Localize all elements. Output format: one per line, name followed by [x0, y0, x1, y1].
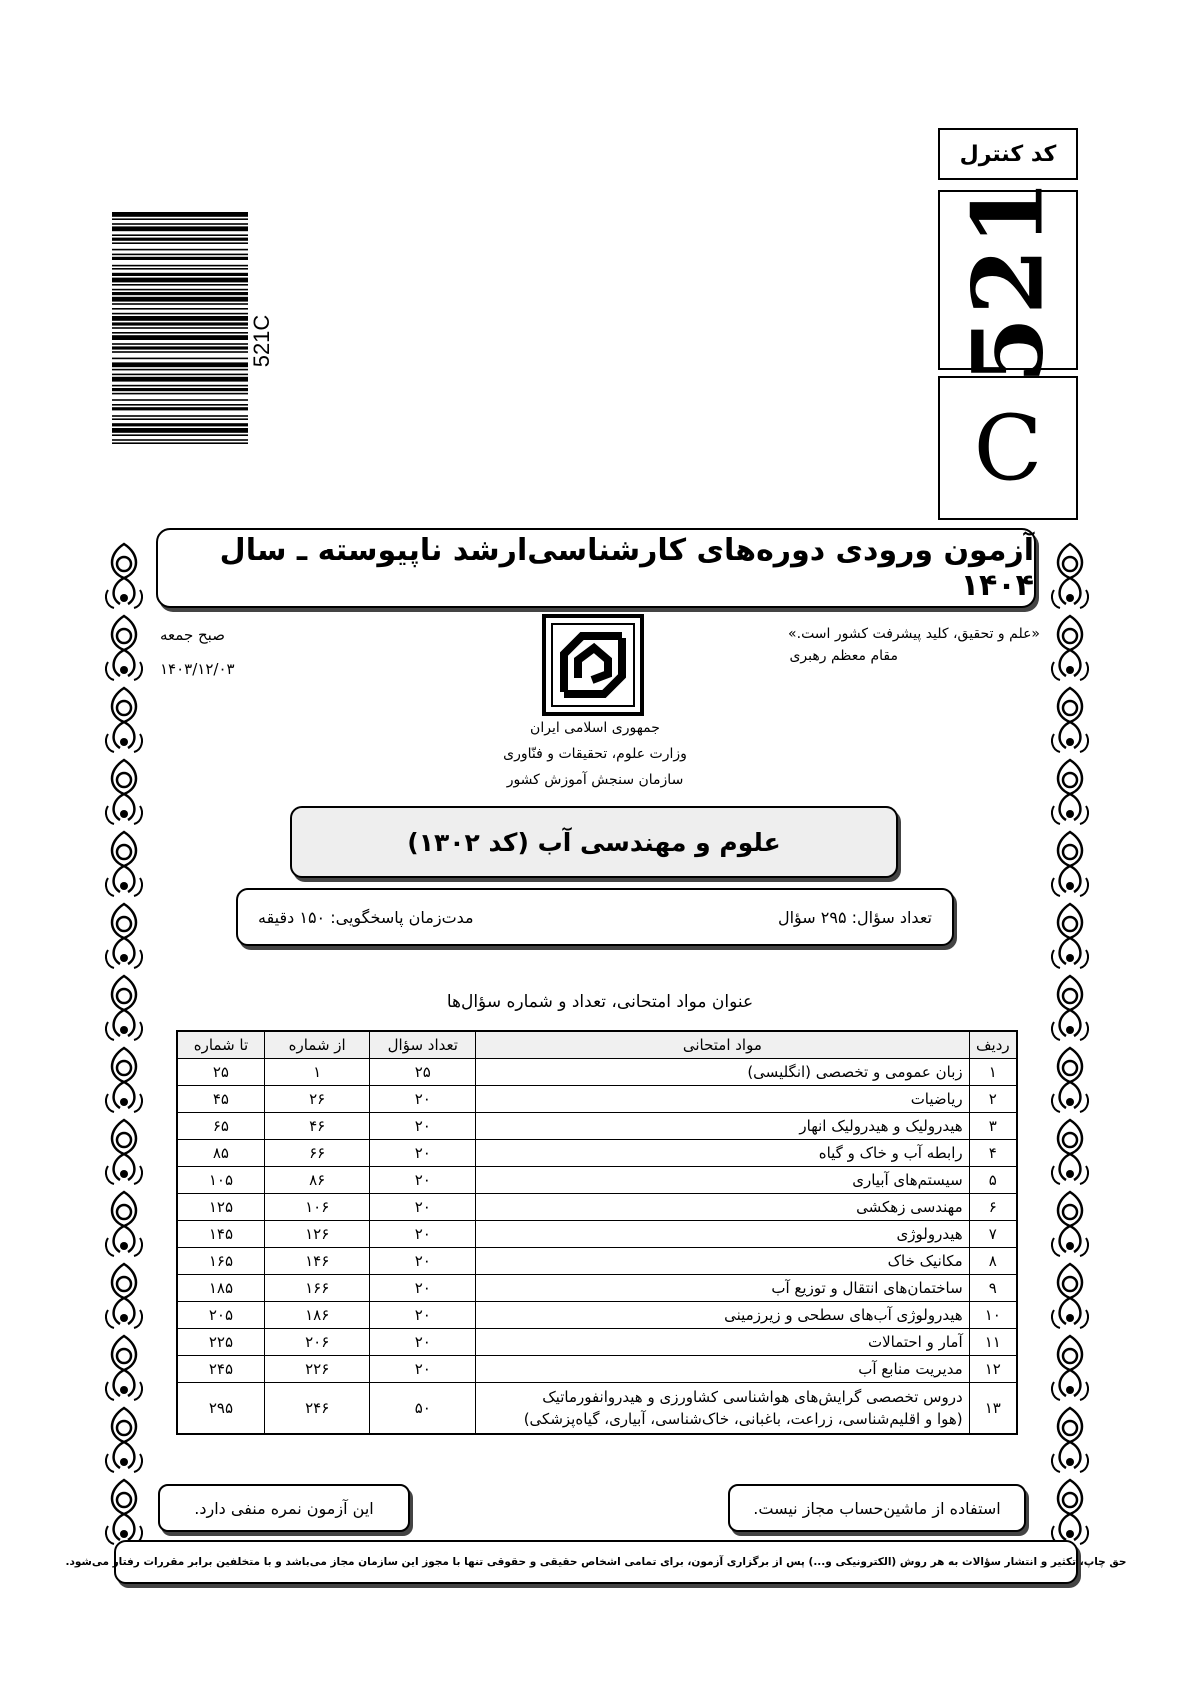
row-subject: رابطه آب و خاک و گیاه — [476, 1140, 970, 1167]
row-to-number: ۱۸۵ — [177, 1275, 264, 1302]
row-question-count: ۲۰ — [370, 1248, 476, 1275]
row-number: ۱۰ — [969, 1302, 1017, 1329]
header-subject: مواد امتحانی — [476, 1031, 970, 1059]
row-question-count: ۲۰ — [370, 1302, 476, 1329]
row-to-number: ۲۲۵ — [177, 1329, 264, 1356]
org-line-2: وزارت علوم، تحقیقات و فنّاوری — [503, 746, 687, 762]
decorative-border-right — [1048, 540, 1092, 1550]
question-count: تعداد سؤال: ۲۹۵ سؤال — [777, 907, 932, 927]
row-question-count: ۲۰ — [370, 1167, 476, 1194]
row-from-number: ۲۴۶ — [264, 1383, 370, 1435]
row-to-number: ۱۰۵ — [177, 1167, 264, 1194]
row-question-count: ۲۰ — [370, 1086, 476, 1113]
header-question-count: تعداد سؤال — [370, 1031, 476, 1059]
row-subject-line-1: دروس تخصصی گرایش‌های هواشناسی کشاورزی و هیدروانفورماتیک — [542, 1388, 963, 1406]
table-caption: عنوان مواد امتحانی، تعداد و شماره سؤال‌ها — [446, 992, 754, 1012]
copyright-notice: حق چاپ، تکثیر و انتشار سؤالات به هر روش (الکترونیکی و...) پس از برگزاری آزمون، برای تمامی اشخاص حقیقی و حقوقی تنها با مجوز این سازمان مجاز می‌باشد و با متخلفین برابر مقررات رفتار می‌شود. — [114, 1540, 1078, 1584]
header-from-number: از شماره — [264, 1031, 370, 1059]
row-number: ۸ — [969, 1248, 1017, 1275]
row-from-number: ۱۲۶ — [264, 1221, 370, 1248]
exam-info-box — [236, 888, 954, 946]
row-subject: هیدرولوژی آب‌های سطحی و زیرزمینی — [476, 1302, 970, 1329]
row-number: ۵ — [969, 1167, 1017, 1194]
row-subject: ساختمان‌های انتقال و توزیع آب — [476, 1275, 970, 1302]
calculator-note: استفاده از ماشین‌حساب مجاز نیست. — [728, 1484, 1026, 1532]
row-question-count: ۲۰ — [370, 1113, 476, 1140]
row-number: ۷ — [969, 1221, 1017, 1248]
decorative-border-left — [102, 540, 146, 1550]
row-number: ۱ — [969, 1059, 1017, 1086]
row-to-number: ۶۵ — [177, 1113, 264, 1140]
control-code-letter: C — [938, 376, 1078, 520]
header-to-number: تا شماره — [177, 1031, 264, 1059]
row-subject: هیدرولوژی — [476, 1221, 970, 1248]
table-row — [177, 1140, 1017, 1167]
barcode — [112, 212, 248, 444]
row-to-number: ۲۹۵ — [177, 1383, 264, 1435]
table-row — [177, 1302, 1017, 1329]
negative-score-note: این آزمون نمره منفی دارد. — [158, 1484, 410, 1532]
table-row — [177, 1221, 1017, 1248]
row-number: ۳ — [969, 1113, 1017, 1140]
row-from-number: ۱۰۶ — [264, 1194, 370, 1221]
row-question-count: ۲۰ — [370, 1221, 476, 1248]
org-line-1: جمهوری اسلامی ایران — [530, 720, 660, 736]
exam-title: آزمون ورودی دوره‌های کارشناسی‌ارشد ناپیوسته ـ سال ۱۴۰۴ — [156, 528, 1036, 608]
row-question-count: ۲۰ — [370, 1194, 476, 1221]
org-line-3: سازمان سنجش آموزش کشور — [506, 772, 684, 788]
row-to-number: ۴۵ — [177, 1086, 264, 1113]
row-from-number: ۱ — [264, 1059, 370, 1086]
row-number: ۹ — [969, 1275, 1017, 1302]
subjects-table — [176, 1030, 1018, 1435]
row-subject: هیدرولیک و هیدرولیک انهار — [476, 1113, 970, 1140]
row-from-number: ۱۴۶ — [264, 1248, 370, 1275]
row-subject: مکانیک خاک — [476, 1248, 970, 1275]
row-number: ۴ — [969, 1140, 1017, 1167]
row-question-count: ۲۰ — [370, 1275, 476, 1302]
header-row-number: ردیف — [969, 1031, 1017, 1059]
row-subject: مدیریت منابع آب — [476, 1356, 970, 1383]
row-question-count: ۲۰ — [370, 1356, 476, 1383]
barcode-text-label: 521C — [249, 314, 274, 368]
row-number: ۶ — [969, 1194, 1017, 1221]
row-subject: آمار و احتمالات — [476, 1329, 970, 1356]
table-row — [177, 1329, 1017, 1356]
row-subject: ریاضیات — [476, 1086, 970, 1113]
row-subject-line-2: (هوا و اقلیم‌شناسی، زراعت، باغبانی، خاک‌شناسی، آبیاری، گیاه‌پزشکی) — [523, 1410, 963, 1428]
row-from-number: ۲۶ — [264, 1086, 370, 1113]
row-from-number: ۱۶۶ — [264, 1275, 370, 1302]
quote-author: مقام معظم رهبری — [789, 648, 898, 664]
table-row — [177, 1167, 1017, 1194]
exam-duration: مدت‌زمان پاسخگویی: ۱۵۰ دقیقه — [258, 907, 474, 927]
subject-title: علوم و مهندسی آب (کد ۱۳۰۲) — [290, 806, 898, 878]
row-to-number: ۱۴۵ — [177, 1221, 264, 1248]
row-number: ۱۲ — [969, 1356, 1017, 1383]
row-subject — [476, 1383, 970, 1435]
table-row — [177, 1248, 1017, 1275]
session-time: صبح جمعه — [160, 626, 225, 644]
quote-text: «علم و تحقیق، کلید پیشرفت کشور است.» — [788, 626, 1040, 642]
control-code-label: کد کنترل — [938, 128, 1078, 180]
row-subject: سیستم‌های آبیاری — [476, 1167, 970, 1194]
row-from-number: ۱۸۶ — [264, 1302, 370, 1329]
table-row — [177, 1059, 1017, 1086]
row-subject: مهندسی زهکشی — [476, 1194, 970, 1221]
row-from-number: ۶۶ — [264, 1140, 370, 1167]
row-to-number: ۲۵ — [177, 1059, 264, 1086]
row-from-number: ۲۲۶ — [264, 1356, 370, 1383]
row-question-count: ۲۰ — [370, 1329, 476, 1356]
table-row — [177, 1113, 1017, 1140]
row-from-number: ۴۶ — [264, 1113, 370, 1140]
control-number-text: 521 — [951, 176, 1065, 384]
sanjesh-logo-icon — [542, 614, 644, 716]
row-to-number: ۲۴۵ — [177, 1356, 264, 1383]
row-from-number: ۲۰۶ — [264, 1329, 370, 1356]
table-row — [177, 1086, 1017, 1113]
table-row — [177, 1275, 1017, 1302]
exam-date: ۱۴۰۳/۱۲/۰۳ — [160, 660, 235, 678]
table-row — [177, 1194, 1017, 1221]
row-to-number: ۲۰۵ — [177, 1302, 264, 1329]
table-row — [177, 1356, 1017, 1383]
row-number: ۲ — [969, 1086, 1017, 1113]
row-from-number: ۸۶ — [264, 1167, 370, 1194]
row-to-number: ۱۲۵ — [177, 1194, 264, 1221]
table-header-row — [177, 1031, 1017, 1059]
table-row-last — [177, 1383, 1017, 1435]
row-question-count: ۵۰ — [370, 1383, 476, 1435]
row-subject: زبان عمومی و تخصصی (انگلیسی) — [476, 1059, 970, 1086]
row-number: ۱۱ — [969, 1329, 1017, 1356]
row-to-number: ۱۶۵ — [177, 1248, 264, 1275]
control-code-number — [938, 176, 1078, 384]
row-number: ۱۳ — [969, 1383, 1017, 1435]
barcode-text — [249, 300, 274, 380]
row-to-number: ۸۵ — [177, 1140, 264, 1167]
row-question-count: ۲۵ — [370, 1059, 476, 1086]
row-question-count: ۲۰ — [370, 1140, 476, 1167]
